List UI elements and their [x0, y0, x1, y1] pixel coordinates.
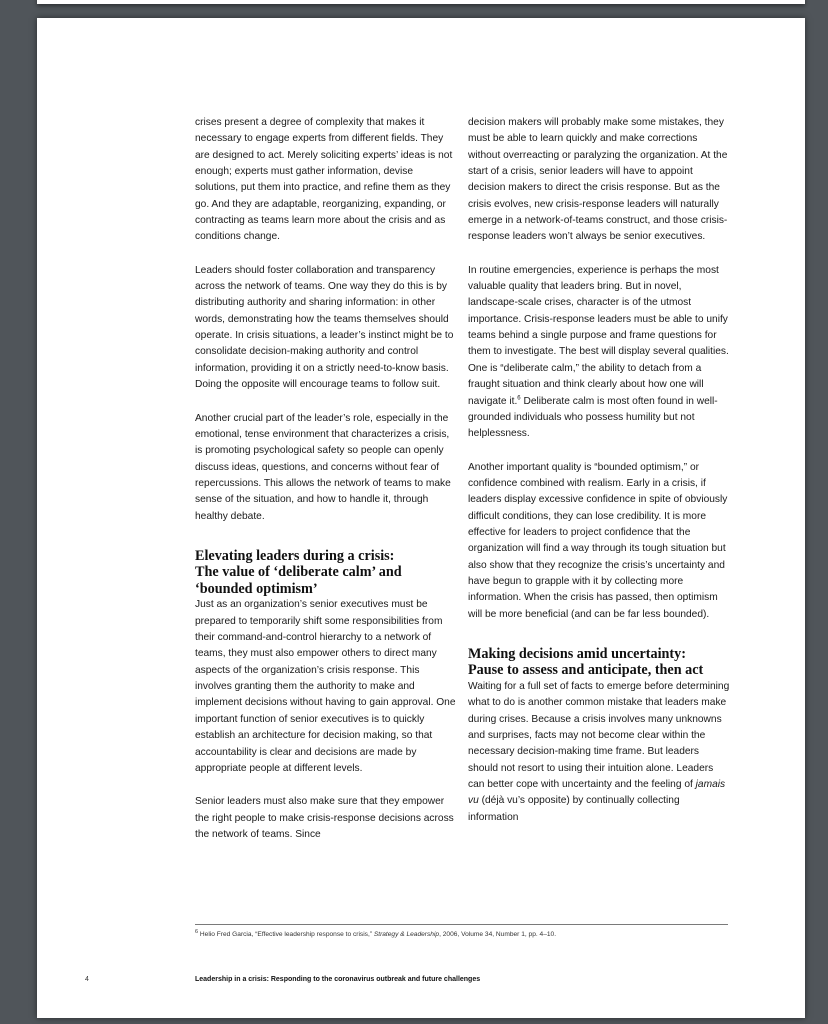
running-title: Leadership in a crisis: Responding to the coronavirus outbreak and future challenges — [195, 976, 481, 983]
page-number: 4 — [85, 976, 89, 983]
footnote-number: 6 — [195, 929, 199, 935]
left-paragraph-1: crises present a degree of complexity that makes it necessary to engage experts from different fields. They are designed to act. Merely soliciting experts’ ideas is not enough; experts must gather information, devise solutions, put them into practice, and refine them as they go. And they are adaptable, reorganizing, expanding, or contracting as teams learn more about the crisis and as conditions change. — [195, 117, 453, 243]
left-column — [195, 115, 457, 843]
right-paragraph-2 — [468, 263, 730, 443]
heading-line: Pause to assess and anticipate, then act — [468, 662, 704, 679]
previous-page-edge — [37, 0, 805, 4]
paragraph-text: In routine emergencies, experience is perhaps the most valuable quality that leaders bring. But in novel, landscape-scale crises, character is of the utmost importance. Crisis-response leaders must be able to unify teams behind a single purpose and frame questions for them to investigate. The best will display several qualities. One is “deliberate calm,” the ability to detach from a fraught situation and think clearly about how one will navigate it. — [468, 264, 729, 407]
italic-term: jamais vu — [468, 779, 726, 807]
right-paragraph-1: decision makers will probably make some mistakes, they must be able to learn quickly and make corrections without overreacting or paralyzing the organization. At the start of a crisis, senior leaders will have to appoint decision makers to direct the crisis response. But as the crisis evolves, new crisis-response leaders will naturally emerge in a network-of-teams construct, and those crisis-response leaders won’t always be senior executives. — [468, 117, 728, 243]
left-paragraph-3: Another crucial part of the leader’s role, especially in the emotional, tense environment that characterizes a crisis, is promoting psychological safety so people can openly discuss ideas, questions, and concerns without fear of repercussions. This allows the network of teams to make sense of the situation, and how to handle it, through healthy debate. — [195, 412, 451, 522]
document-page — [37, 18, 805, 1018]
right-paragraph-4 — [468, 679, 730, 826]
paragraph-text: Waiting for a full set of facts to emerge before determining what to do is another common mistake that leaders make during crises. Because a crisis involves many unknowns and surprises, facts may not become clear within the necessary decision-making time frame. But leaders should not resort to using their intuition alone. Leaders can better cope with uncertainty and the feeling of — [468, 680, 730, 791]
right-column — [468, 115, 730, 826]
footnote — [195, 928, 755, 939]
footnote-divider — [195, 924, 728, 925]
paragraph-text: (déjà vu’s opposite) by continually collecting information — [468, 795, 680, 823]
heading-line: The value of ‘deliberate calm’ and — [195, 564, 402, 581]
right-paragraph-3: Another important quality is “bounded optimism,” or confidence combined with realism. Early in a crisis, if leaders display excessive confidence in spite of obviously difficult conditions, they can lose credibility. It is more effective for leaders to project confidence that the organization will find a way through its tough situation but also show that they recognize the crisis’s uncertainty and have begun to grapple with it by collecting more information. When the crisis has passed, then optimism will be more beneficial (and can be far less bounded). — [468, 461, 728, 620]
left-paragraph-2: Leaders should foster collaboration and transparency across the network of teams. One way they do this is by distributing authority and sharing information: in other words, demonstrating how the teams themselves should operate. In crisis situations, a leader’s instinct might be to consolidate decision-making authority and control information, providing it on a strictly need-to-know basis. Doing the opposite will encourage teams to follow suit. — [195, 264, 454, 391]
heading-line: ‘bounded optimism’ — [195, 580, 318, 597]
footnote-source: Strategy & Leadership — [373, 931, 440, 939]
section-heading-making-decisions — [468, 646, 730, 679]
footnote-text: Helio Fred Garcia, “Effective leadership response to crisis,” — [198, 931, 374, 939]
paragraph-text: Deliberate calm is most often found in well-grounded individuals who possess humility but not helplessness. — [468, 395, 718, 440]
left-paragraph-4: Just as an organization’s senior executives must be prepared to temporarily shift some responsibilities from their command-and-control hierarchy to a network of teams, they must also empower others to direct many aspects of the organization’s crisis response. This involves granting them the authority to make and implement decisions without having to gain approval. One important function of senior executives is to quickly establish an architecture for decision making, so that accountability is clear and decisions are made by appropriate people at different levels. — [195, 599, 456, 774]
section-heading-elevating-leaders — [195, 548, 457, 598]
footnote-reference: 6 — [517, 395, 521, 402]
heading-line: Making decisions amid uncertainty: — [468, 645, 686, 662]
left-paragraph-5: Senior leaders must also make sure that they empower the right people to make crisis-response decisions across the network of teams. Since — [195, 796, 454, 840]
footnote-text: , 2006, Volume 34, Number 1, pp. 4–10. — [439, 931, 557, 939]
heading-line: Elevating leaders during a crisis: — [195, 547, 395, 564]
